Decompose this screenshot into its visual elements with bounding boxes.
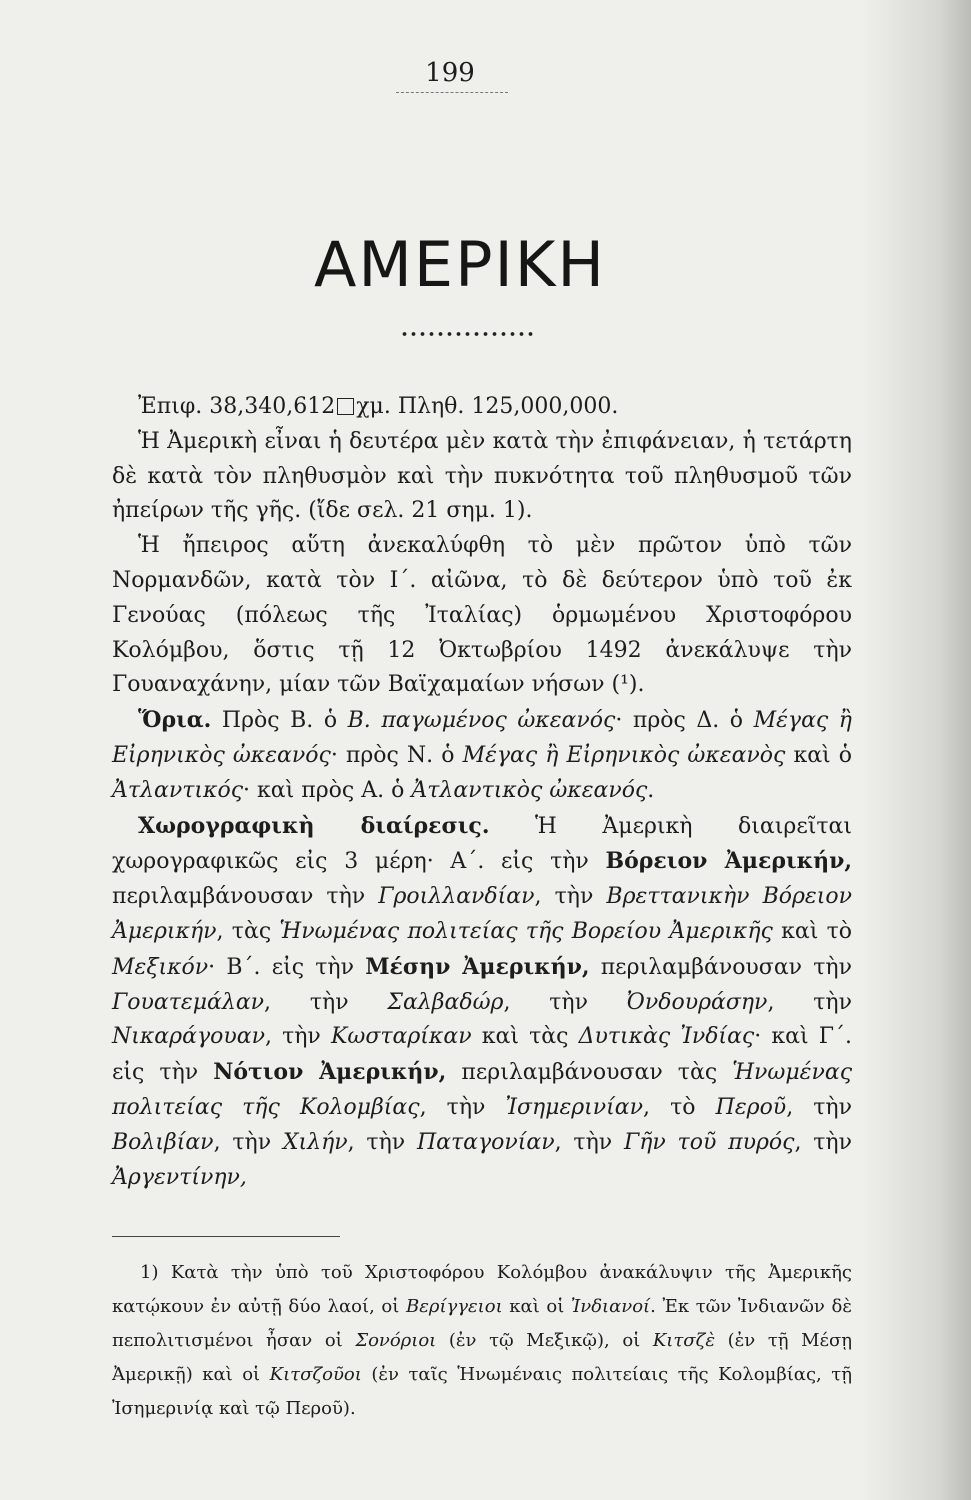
footnote-marker: 1)	[140, 1262, 159, 1283]
chapter-title: ΑΜΕΡΙΚΗ	[313, 228, 607, 301]
ornament-divider	[400, 330, 534, 338]
population-value: 125,000,000.	[471, 394, 619, 419]
discovery-paragraph: Ἡ ἤπειρος αὕτη ἀνεκαλύφθη τὸ μὲν πρῶτον ὑπὸ τῶν Νορμανδῶν, κατὰ τὸν Ι΄. αἰῶνα, τὸ δὲ δεύτερον ὑπὸ τοῦ ἐκ Γενούας (πόλεως τῆς Ἰταλίας) ὁρμωμένου Χριστοφόρου Κολόμβου, ὅστις τῇ 12 Ὀκτωβρίου 1492 ἀνεκάλυψε τὴν Γουαναχάνην, μίαν τῶν Βαϊχαμαίων νήσων (¹).	[112, 533, 852, 698]
division-heading: Χωρογραφικὴ διαίρεσις.	[138, 812, 490, 839]
intro-paragraph: Ἡ Ἀμερικὴ εἶναι ἡ δευτέρα μὲν κατὰ τὴν ἐπιφάνειαν, ἡ τετάρτη δὲ κατὰ τὸν πληθυσμὸν καὶ τὴν πυκνότητα τοῦ πληθυσμοῦ τῶν ἠπείρων τῆς γῆς. (ἴδε σελ. 21 σημ. 1).	[112, 428, 852, 524]
footnote	[112, 1256, 852, 1426]
borders-heading: Ὅρια.	[138, 707, 212, 734]
area-value: 38,340,612	[209, 394, 336, 419]
page-edge-shadow	[861, 0, 971, 1500]
footnote-reference: (¹).	[611, 672, 645, 698]
borders-paragraph: Ὅρια. Πρὸς Β. ὁ Β. παγωμένος ὠκεανός· πρὸς Δ. ὁ Μέγας ἢ Εἰρηνικὸς ὠκεανός· πρὸς Ν. ὁ Μέγας ἢ Εἰρηνικὸς ὠκεανὸς καὶ ὁ Ἀτλαντικός· καὶ πρὸς Α. ὁ Ἀτλαντικὸς ὠκεανός.	[112, 707, 852, 803]
south-america-heading: Νότιον Ἀμερικήν,	[213, 1059, 447, 1086]
footnote-rule	[112, 1236, 340, 1237]
page-number: 199	[425, 58, 475, 88]
division-paragraph: Χωρογραφικὴ διαίρεσις. Ἡ Ἀμερικὴ διαιρεῖται χωρογραφικῶς εἰς 3 μέρη· Α΄. εἰς τὴν Βόρειον Ἀμερικήν, περιλαμβάνουσαν τὴν Γροιλλανδίαν, τὴν Βρεττανικὴν Βόρειον Ἀμερικήν, τὰς Ἡνωμένας πολιτείας τῆς Βορείου Ἀμερικῆς καὶ τὸ Μεξικόν· Β΄. εἰς τὴν Μέσην Ἀμερικήν, περιλαμβάνουσαν τὴν Γουατεμάλαν, τὴν Σαλβαδώρ, τὴν Ὀνδουράσην, τὴν Νικαράγουαν, τὴν Κωσταρίκαν καὶ τὰς Δυτικὰς Ἰνδίας· καὶ Γ΄. εἰς τὴν Νότιον Ἀμερικήν, περιλαμβάνουσαν τὰς Ἡνωμένας πολιτείας τῆς Κολομβίας, τὴν Ἰσημερινίαν, τὸ Περοῦ, τὴν Βολιβίαν, τὴν Χιλήν, τὴν Παταγονίαν, τὴν Γῆν τοῦ πυρός, τὴν Ἀργεντίνην,	[112, 812, 853, 1190]
area-population-line: Ἐπιφ. 38,340,612 χμ. Πληθ. 125,000,000.	[138, 394, 619, 419]
square-symbol-icon	[337, 398, 354, 415]
body-text	[112, 390, 852, 1195]
north-america-heading: Βόρειον Ἀμερικήν,	[605, 848, 852, 875]
page-number-rule	[396, 92, 508, 93]
footnote-paragraph: 1) Κατὰ τὴν ὑπὸ τοῦ Χριστοφόρου Κολόμβου ἀνακάλυψιν τῆς Ἀμερικῆς κατῴκουν ἐν αὐτῇ δύο λαοί, οἱ Βερίγγειοι καὶ οἱ Ἰνδιανοί. Ἐκ τῶν Ἰνδιανῶν δὲ πεπολιτισμένοι ἦσαν οἱ Σονόριοι (ἐν τῷ Μεξικῷ), οἱ Κιτσζὲ (ἐν τῇ Μέσῃ Ἀμερικῇ) καὶ οἱ Κιτσζοῦοι (ἐν ταῖς Ἡνωμέναις πολιτείαις τῆς Κολομβίας, τῇ Ἰσημερινίᾳ καὶ τῷ Περοῦ).	[112, 1262, 853, 1419]
central-america-heading: Μέσην Ἀμερικήν,	[365, 953, 590, 980]
